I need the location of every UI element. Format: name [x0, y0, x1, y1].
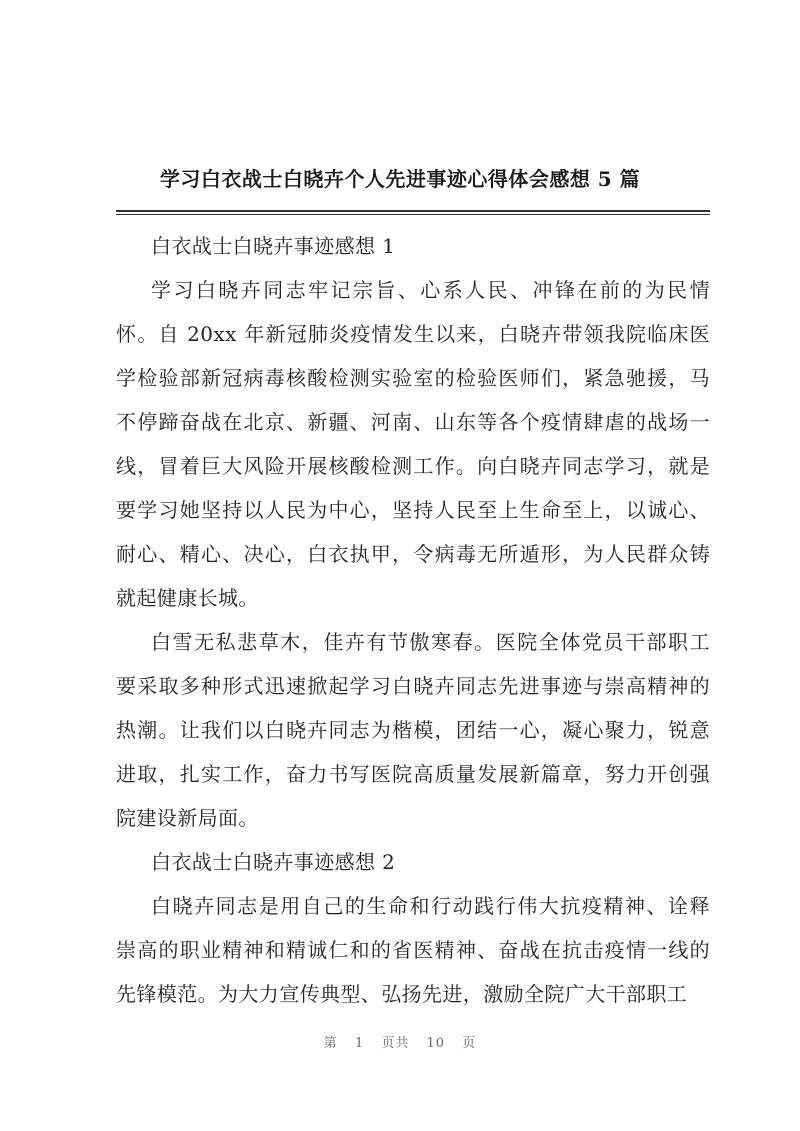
- text-line: 就起健康长城。: [116, 586, 259, 610]
- paragraph: [116, 274, 710, 614]
- title-underline: [116, 210, 710, 215]
- text-line: 要学习她坚持以人民为中心，坚持人民至上生命至上，以诚心、: [116, 498, 710, 522]
- text-line: 热潮。让我们以白晓卉同志为楷模，团结一心，凝心聚力，锐意: [116, 718, 710, 742]
- text-line: 要采取多种形式迅速掀起学习白晓卉同志先进事迹与崇高精神的: [116, 674, 710, 698]
- footer-suffix: 页: [462, 1036, 477, 1051]
- text-line: 白雪无私悲草木，佳卉有节傲寒春。医院全体党员干部职工: [151, 630, 710, 654]
- text-line: 学检验部新冠病毒核酸检测实验室的检验医师们，紧急驰援，马: [116, 366, 710, 390]
- text-line: 耐心、精心、决心，白衣执甲，令病毒无所遁形，为人民群众铸: [116, 542, 710, 566]
- text-line: 学习白晓卉同志牢记宗旨、心系人民、冲锋在前的为民情: [151, 278, 710, 302]
- section-heading: 白衣战士白晓卉事迹感想 1: [151, 234, 396, 258]
- text-line: 进取，扎实工作，奋力书写医院高质量发展新篇章，努力开创强: [116, 762, 710, 786]
- footer-middle: 页共: [381, 1036, 410, 1051]
- text-line: 先锋模范。为大力宣传典型、弘扬先进，激励全院广大干部职工: [116, 982, 688, 1006]
- paragraph: [116, 890, 710, 1010]
- text-line: 院建设新局面。: [116, 806, 259, 830]
- page-footer: [0, 1032, 800, 1051]
- text-line: 白晓卉同志是用自己的生命和行动践行伟大抗疫精神、诠释: [151, 894, 710, 918]
- text-line: 崇高的职业精神和精诚仁和的省医精神、奋战在抗击疫情一线的: [116, 938, 710, 962]
- section-heading: 白衣战士白晓卉事迹感想 2: [151, 850, 396, 874]
- paragraph: [116, 626, 710, 834]
- footer-page-number: 1: [354, 1036, 365, 1051]
- document-title: 学习白衣战士白晓卉个人先进事迹心得体会感想 5 篇: [159, 167, 641, 191]
- text-line: 线，冒着巨大风险开展核酸检测工作。向白晓卉同志学习，就是: [116, 454, 710, 478]
- text-line: 不停蹄奋战在北京、新疆、河南、山东等各个疫情肆虐的战场一: [116, 410, 710, 434]
- footer-total-pages: 10: [426, 1036, 446, 1051]
- footer-prefix: 第: [323, 1036, 338, 1051]
- text-line: 怀。自 20xx 年新冠肺炎疫情发生以来，白晓卉带领我院临床医: [116, 322, 710, 346]
- document-body: [116, 230, 710, 1022]
